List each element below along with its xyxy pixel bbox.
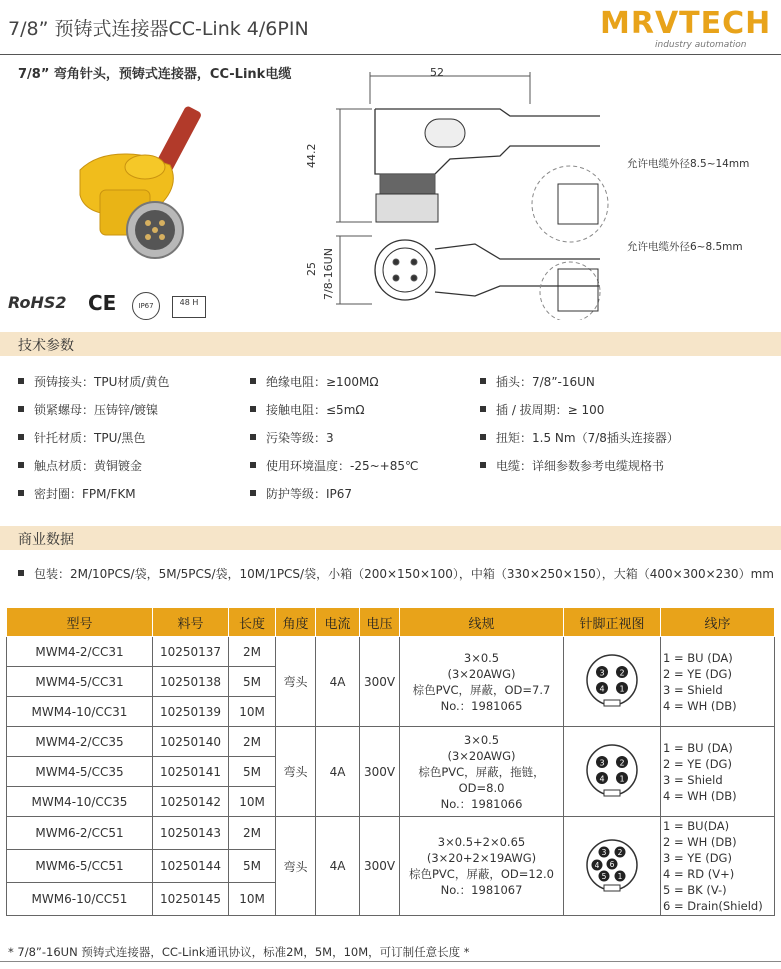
length-cell: 10M: [229, 697, 276, 727]
part-cell: 10250143: [153, 817, 229, 850]
pin-label: 3: [601, 847, 607, 857]
length-cell: 2M: [229, 637, 276, 667]
spec-item: 插 / 拔周期：≥ 100: [480, 401, 604, 418]
ip67-badge: IP67: [132, 292, 160, 320]
model-cell: MWM4-10/CC31: [7, 697, 153, 727]
product-table: [6, 607, 775, 916]
pin-layout-4-icon: [582, 650, 642, 710]
model-cell: MWM6-2/CC51: [7, 817, 153, 850]
pin-label: 5: [601, 871, 607, 881]
voltage-cell: 300V: [360, 637, 400, 727]
col-header-current: 电流: [316, 608, 360, 637]
dim-face-label: 25: [305, 262, 318, 276]
spec-item: 防护等级：IP67: [250, 485, 352, 502]
voltage-cell: 300V: [360, 817, 400, 916]
wiring-cell: 1 = BU (DA) 2 = YE (DG) 3 = Shield 4 = WH (DB): [661, 637, 775, 727]
pin-layout-6-icon: [582, 835, 642, 895]
spec-item: 污染等级：3: [250, 429, 334, 446]
col-header-cable-spec: 线规: [400, 608, 564, 637]
part-cell: 10250138: [153, 667, 229, 697]
spec-item: 接触电阻：≤5mΩ: [250, 401, 365, 418]
part-cell: 10250144: [153, 850, 229, 883]
wiring-cell: 1 = BU (DA) 2 = YE (DG) 3 = Shield 4 = WH (DB): [661, 727, 775, 817]
model-cell: MWM4-5/CC35: [7, 757, 153, 787]
spec-item: 绝缘电阻：≥100MΩ: [250, 373, 378, 390]
wiring-cell: 1 = BU(DA) 2 = WH (DB) 3 = YE (DG) 4 = RD (V+) 5 = BK (V-) 6 = Drain(Shield): [661, 817, 775, 916]
part-cell: 10250139: [153, 697, 229, 727]
pin-diagram-cell: [564, 637, 661, 727]
brand-tagline: industry automation: [655, 40, 747, 50]
brand-logo: MRVTECH: [600, 6, 772, 41]
model-cell: MWM4-2/CC31: [7, 637, 153, 667]
spec-item: 扭矩：1.5 Nm（7/8插头连接器）: [480, 429, 679, 446]
length-cell: 2M: [229, 727, 276, 757]
rohs2-badge: RoHS2: [8, 293, 67, 312]
col-header-pin-view: 针脚正视图: [564, 608, 661, 637]
packaging-info: 包装：2M/10PCS/袋，5M/5PCS/袋，10M/1PCS/袋，小箱（200×150×100），中箱（330×250×150），大箱（400×300×230）mm: [18, 565, 774, 582]
table-header-row: [7, 608, 775, 637]
cable-spec-cell: 3×0.5 (3×20AWG) 棕色PVC，屏蔽，OD=7.7 No.：1981065: [400, 637, 564, 727]
header-divider: [0, 54, 781, 55]
pin-label: 1: [617, 871, 623, 881]
length-cell: 5M: [229, 667, 276, 697]
cable-spec-cell: 3×0.5+2×0.65 (3×20+2×19AWG) 棕色PVC，屏蔽，OD=12.0 No.：1981067: [400, 817, 564, 916]
salt-spray-badge: 48 H: [172, 296, 206, 318]
pin-diagram-cell: [564, 817, 661, 916]
spec-item: 密封圈：FPM/FKM: [18, 485, 136, 502]
thread-label: 7/8-16UN: [322, 248, 335, 300]
pin-label: 4: [599, 774, 605, 784]
cable-od-note-1: 允许电缆外径8.5~14mm: [627, 158, 750, 170]
cable-od-note-2: 允许电缆外径6~8.5mm: [627, 241, 743, 253]
part-cell: 10250137: [153, 637, 229, 667]
length-cell: 5M: [229, 757, 276, 787]
pin-diagram-cell: [564, 727, 661, 817]
dim-height-label: 44.2: [305, 143, 318, 168]
pin-label: 1: [619, 684, 625, 694]
col-header-model: 型号: [7, 608, 153, 637]
length-cell: 10M: [229, 883, 276, 916]
spec-item: 电缆：详细参数参考电缆规格书: [480, 457, 664, 474]
model-cell: MWM4-5/CC31: [7, 667, 153, 697]
table-row: [7, 817, 775, 850]
part-cell: 10250140: [153, 727, 229, 757]
pin-label: 6: [609, 859, 615, 869]
angle-cell: 弯头: [276, 817, 316, 916]
part-cell: 10250142: [153, 787, 229, 817]
page-title: 7/8” 预铸式连接器CC-Link 4/6PIN: [8, 18, 309, 40]
part-cell: 10250141: [153, 757, 229, 787]
pin-label: 4: [594, 860, 600, 870]
col-header-part: 料号: [153, 608, 229, 637]
length-cell: 5M: [229, 850, 276, 883]
pin-label: 4: [599, 684, 605, 694]
current-cell: 4A: [316, 637, 360, 727]
spec-item: 插头：7/8”-16UN: [480, 373, 595, 390]
footnote: * 7/8”-16UN 预铸式连接器，CC-Link通讯协议，标准2M，5M，10M，可订制任意长度 *: [8, 945, 470, 959]
spec-item: 锁紧螺母：压铸锌/镀镍: [18, 401, 158, 418]
pin-label: 2: [619, 668, 625, 678]
model-cell: MWM4-2/CC35: [7, 727, 153, 757]
pin-label: 2: [617, 847, 623, 857]
tech-section-header: 技术参数: [0, 332, 781, 356]
model-cell: MWM6-5/CC51: [7, 850, 153, 883]
current-cell: 4A: [316, 817, 360, 916]
length-cell: 10M: [229, 787, 276, 817]
spec-item: 触点材质：黄铜镀金: [18, 457, 142, 474]
length-cell: 2M: [229, 817, 276, 850]
dimension-drawing: [300, 64, 778, 320]
business-section-header: 商业数据: [0, 526, 781, 550]
voltage-cell: 300V: [360, 727, 400, 817]
footer-divider: [0, 961, 781, 962]
col-header-angle: 角度: [276, 608, 316, 637]
dim-width-label: 52: [430, 66, 444, 79]
pin-layout-4-icon: [582, 740, 642, 800]
product-photo: [40, 95, 250, 265]
model-cell: MWM4-10/CC35: [7, 787, 153, 817]
part-cell: 10250145: [153, 883, 229, 916]
cable-spec-cell: 3×0.5 (3×20AWG) 棕色PVC，屏蔽，拖链， OD=8.0 No.：1981066: [400, 727, 564, 817]
ce-mark: CE: [88, 291, 117, 315]
spec-item: 预铸接头：TPU材质/黄色: [18, 373, 169, 390]
pin-label: 1: [619, 774, 625, 784]
pin-label: 3: [599, 668, 605, 678]
spec-item: 使用环境温度：-25~+85℃: [250, 457, 418, 474]
angle-cell: 弯头: [276, 637, 316, 727]
col-header-wiring: 线序: [661, 608, 775, 637]
current-cell: 4A: [316, 727, 360, 817]
table-row: [7, 637, 775, 667]
angle-cell: 弯头: [276, 727, 316, 817]
spec-item: 针托材质：TPU/黑色: [18, 429, 145, 446]
product-subtitle: 7/8” 弯角针头，预铸式连接器，CC-Link电缆: [18, 67, 292, 82]
pin-label: 2: [619, 758, 625, 768]
pin-label: 3: [599, 758, 605, 768]
col-header-voltage: 电压: [360, 608, 400, 637]
col-header-length: 长度: [229, 608, 276, 637]
table-row: [7, 727, 775, 757]
model-cell: MWM6-10/CC51: [7, 883, 153, 916]
